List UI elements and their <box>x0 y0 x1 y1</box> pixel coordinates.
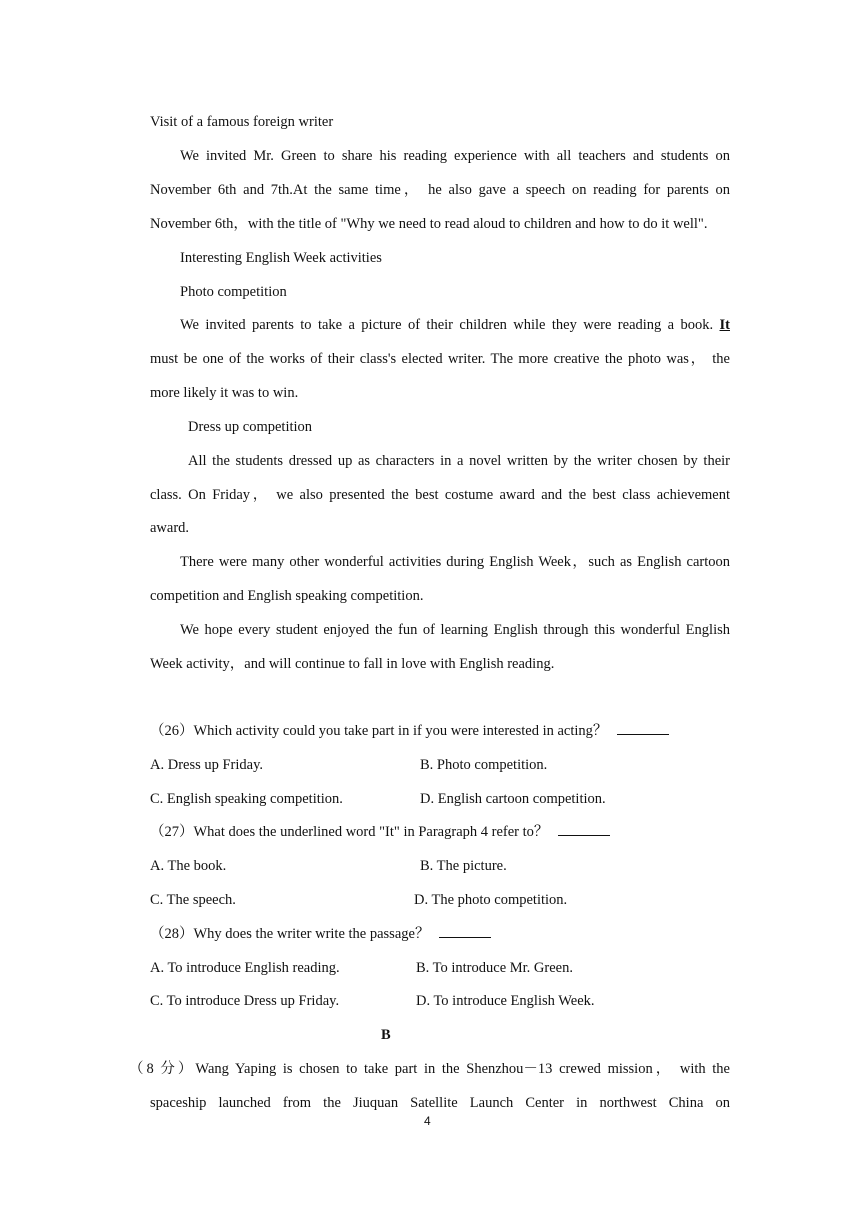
question-28 <box>150 924 491 944</box>
paragraph-1-line-1: We invited Mr. Green to share his reading experience with all teachers and students on <box>180 148 730 164</box>
paragraph-1-line-2: November 6th and 7th.At the same time， he also gave a speech on reading for parents on <box>150 182 730 198</box>
question-28-option-a: A. To introduce English reading. <box>150 960 340 976</box>
section-b-line-2: spaceship launched from the Jiuquan Satellite Launch Center in northwest China on <box>150 1095 730 1111</box>
question-28-option-d: D. To introduce English Week. <box>416 993 595 1009</box>
subheading-dress-up: Dress up competition <box>188 419 313 435</box>
subheading-photo-competition: Photo competition <box>180 284 287 300</box>
underlined-word-it: It <box>719 317 730 333</box>
question-27-option-b: B. The picture. <box>420 858 507 874</box>
section-heading-visit: Visit of a famous foreign writer <box>150 114 334 130</box>
question-27 <box>150 822 610 842</box>
question-26 <box>150 721 669 741</box>
paragraph-2-line-3: more likely it was to win. <box>150 385 299 401</box>
question-26-stem: （26）Which activity could you take part in if you were interested in acting？ <box>150 723 608 739</box>
section-b-title: B <box>381 1027 391 1043</box>
question-26-option-d: D. English cartoon competition. <box>420 791 606 807</box>
question-27-stem: （27）What does the underlined word "It" in Paragraph 4 refer to？ <box>150 824 549 840</box>
answer-blank-26[interactable] <box>617 721 669 735</box>
question-26-option-c: C. English speaking competition. <box>150 791 343 807</box>
answer-blank-28[interactable] <box>439 924 491 938</box>
paragraph-3-line-3: award. <box>150 520 190 536</box>
paragraph-3-line-1: All the students dressed up as characters in a novel written by the writer chosen by their <box>188 453 730 469</box>
question-28-stem: （28）Why does the writer write the passage？ <box>150 926 430 942</box>
paragraph-3-line-2: class. On Friday， we also presented the best costume award and the best class achievement <box>150 487 730 503</box>
paragraph-2-line-2: must be one of the works of their class's elected writer. The more creative the photo was， the <box>150 351 730 367</box>
paragraph-2-line-1 <box>180 315 730 335</box>
question-27-option-d: D. The photo competition. <box>414 892 568 908</box>
paragraph-5-line-1: We hope every student enjoyed the fun of learning English through this wonderful English <box>180 622 730 638</box>
section-b-line-1: （8 分）Wang Yaping is chosen to take part in the Shenzhou－13 crewed mission， with the <box>129 1061 730 1077</box>
paragraph-1-line-3: November 6th，with the title of "Why we need to read aloud to children and how to do it well". <box>150 216 708 232</box>
paragraph-5-line-2: Week activity，and will continue to fall in love with English reading. <box>150 656 555 672</box>
paragraph-4-line-2: competition and English speaking competition. <box>150 588 424 604</box>
paragraph-2-text: We invited parents to take a picture of their children while they were reading a book. <box>180 317 714 333</box>
question-27-option-c: C. The speech. <box>150 892 236 908</box>
question-28-option-c: C. To introduce Dress up Friday. <box>150 993 340 1009</box>
page-number: 4 <box>424 1114 431 1128</box>
question-27-option-a: A. The book. <box>150 858 227 874</box>
subheading-english-week: Interesting English Week activities <box>180 250 382 266</box>
answer-blank-27[interactable] <box>558 822 610 836</box>
paragraph-4-line-1: There were many other wonderful activities during English Week，such as English cartoon <box>180 554 730 570</box>
question-26-option-a: A. Dress up Friday. <box>150 757 264 773</box>
question-26-option-b: B. Photo competition. <box>420 757 548 773</box>
question-28-option-b: B. To introduce Mr. Green. <box>416 960 573 976</box>
